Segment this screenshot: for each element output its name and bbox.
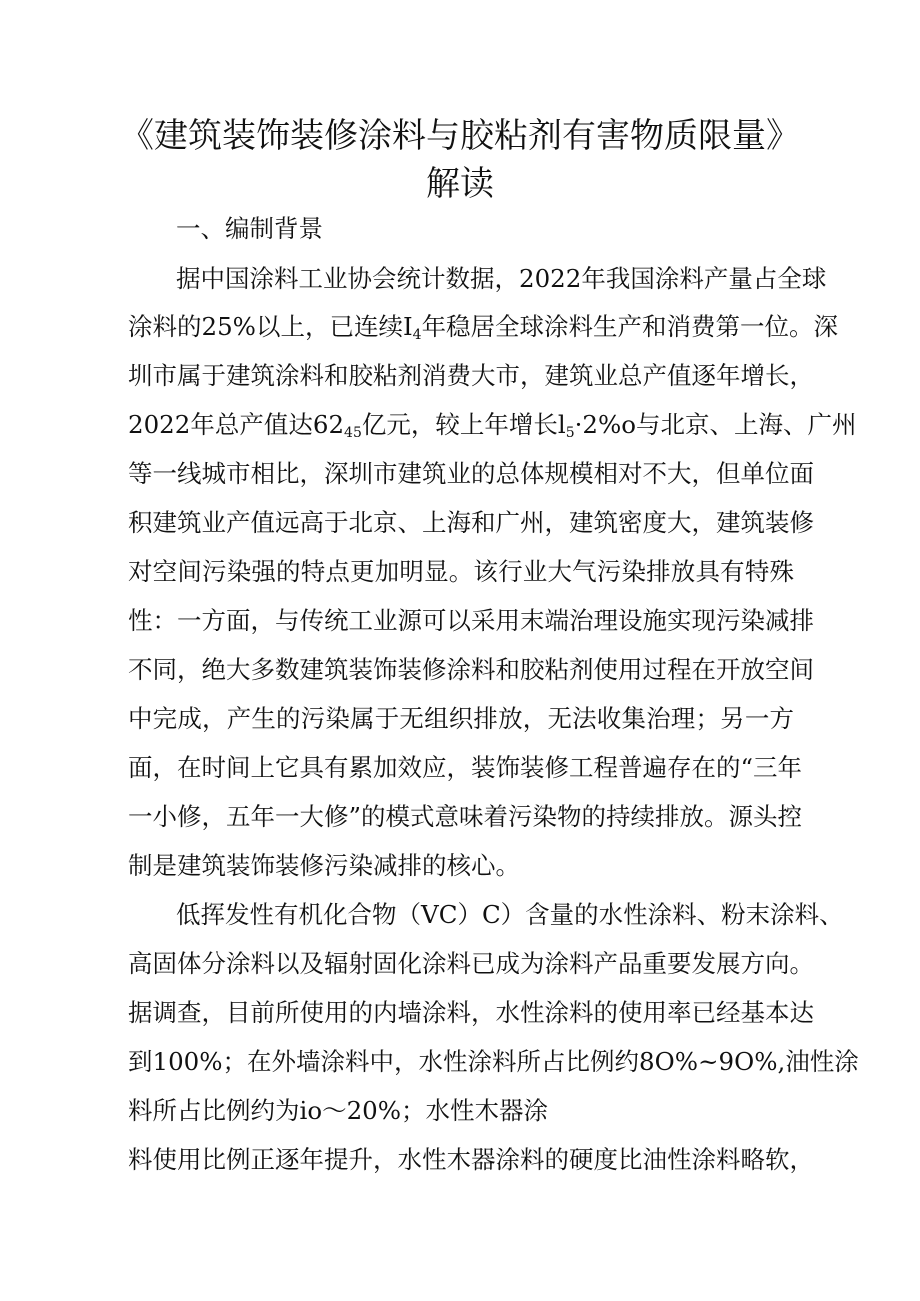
paragraph-1-line-11: 面，在时间上它具有累加效应，装饰装修工程普遍存在的“三年: [128, 753, 803, 782]
paragraph-1-line-8: 性：一方面，与传统工业源可以采用末端治理设施实现污染减排: [128, 606, 814, 635]
document-title-line-2: 解读: [426, 164, 494, 204]
paragraph-2-line-4: 到100%；在外墙涂料中，水性涂料所占比例约8O%~9O%,油性涂: [128, 1047, 859, 1076]
paragraph-1-line-5: 等一线城市相比，深圳市建筑业的总体规模相对不大，但单位面: [128, 459, 814, 488]
paragraph-1-line-7: 对空间污染强的特点更加明显。该行业大气污染排放具有特殊: [128, 557, 794, 586]
paragraph-1-line-9: 不同，绝大多数建筑装饰装修涂料和胶粘剂使用过程在开放空间: [128, 655, 814, 684]
paragraph-1-line-13: 制是建筑装饰装修污染减排的核心。: [128, 851, 520, 880]
paragraph-1-line-6: 积建筑业产值远高于北京、上海和广州，建筑密度大，建筑装修: [128, 508, 814, 537]
paragraph-2-line-1: 低挥发性有机化合物（VC）C）含量的水性涂料、粉末涂料、: [176, 900, 844, 929]
paragraph-2-line-3: 据调查，目前所使用的内墙涂料，水性涂料的使用率已经基本达: [128, 998, 814, 1027]
section-heading: 一、编制背景: [176, 214, 323, 243]
paragraph-1-line-10: 中完成，产生的污染属于无组织排放，无法收集治理；另一方: [128, 704, 794, 733]
paragraph-1-line-2: 涂料的25%以上，已连续$I_4$年稳居全球涂料生产和消费第一位。深: [128, 312, 839, 343]
paragraph-2-line-6: 料使用比例正逐年提升，水性木器涂料的硬度比油性涂料略软，: [128, 1145, 814, 1174]
paragraph-1-line-1: 据中国涂料工业协会统计数据，2022年我国涂料产量占全球: [176, 264, 827, 293]
document-title-line-1: 《建筑装饰装修涂料与胶粘剂有害物质限量》: [120, 116, 800, 156]
paragraph-1-line-3: 圳市属于建筑涂料和胶粘剂消费大市，建筑业总产值逐年增长，: [128, 361, 814, 390]
paragraph-1-line-4: 2022年总产值达$62_{45}$亿元，较上年增长$l_5\cdot 2\%o$与北京、上海、广州: [128, 410, 857, 441]
paragraph-2-line-2: 高固体分涂料以及辐射固化涂料已成为涂料产品重要发展方向。: [128, 949, 814, 978]
paragraph-1-line-12: 一小修，五年一大修”的模式意味着污染物的持续排放。源头控: [128, 802, 803, 831]
paragraph-2-line-5: 料所占比例约为io～20%；水性木器涂: [128, 1096, 549, 1125]
